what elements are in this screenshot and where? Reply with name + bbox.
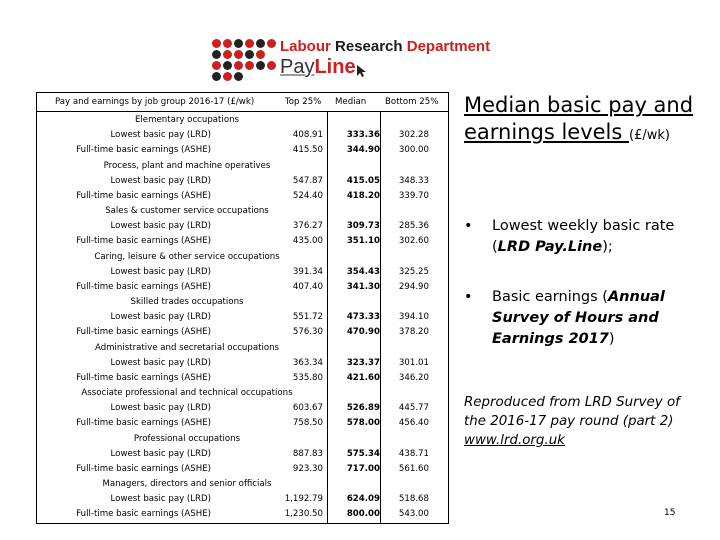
table-header [36, 92, 449, 112]
cell-top: 576.30 [292, 327, 323, 337]
cell-top: 758.50 [292, 418, 323, 428]
cell-median: 717.00 [346, 463, 380, 474]
cell-top: 603.67 [292, 403, 323, 413]
table-row [37, 282, 450, 296]
cell-top: 376.27 [292, 221, 323, 231]
cell-bottom: 325.25 [398, 266, 429, 277]
cell-top: 391.34 [292, 266, 323, 277]
cell-bottom: 378.20 [398, 327, 429, 337]
cell-bottom: 301.01 [398, 357, 429, 368]
group-title: Sales & customer service occupations [105, 206, 269, 216]
cell-median: 624.09 [346, 494, 380, 504]
group-title: Elementary occupations [134, 115, 239, 125]
heading-unit: (£/wk) [629, 128, 670, 143]
bullet-ashe: • Basic earnings (Annual Survey of Hours and Earnings 2017) [464, 289, 665, 347]
cell-bottom: 518.68 [398, 494, 429, 504]
cell-label: Lowest basic pay (LRD) [110, 403, 211, 413]
group-title: Managers, directors and senior officials [102, 479, 272, 489]
cell-top: 547.87 [292, 175, 323, 186]
cell-label: Full-time basic earnings (ASHE) [76, 145, 211, 155]
cell-bottom: 438.71 [398, 448, 429, 459]
cell-median: 470.90 [346, 327, 380, 337]
cell-median: 578.00 [346, 418, 380, 428]
cell-label: Full-time basic earnings (ASHE) [76, 463, 211, 474]
cell-top: 887.83 [292, 448, 323, 459]
logo-dots-icon [212, 39, 276, 79]
logo-payline: PayLine [280, 56, 356, 78]
header-label: Pay and earnings by job group 2016-17 (£/wk) [55, 97, 255, 107]
cell-bottom: 445.77 [398, 403, 429, 413]
cell-bottom: 302.28 [398, 130, 429, 140]
cell-median: 333.36 [346, 130, 380, 140]
table-row [37, 509, 450, 523]
table-row [37, 176, 450, 190]
logo-title: Labour Research Department [280, 38, 491, 55]
cell-median: 344.90 [346, 145, 380, 155]
cell-bottom: 543.00 [398, 509, 429, 519]
cell-median: 526.89 [346, 403, 380, 413]
cell-median: 575.34 [346, 448, 380, 459]
cell-top: 415.50 [292, 145, 323, 155]
cell-bottom: 346.20 [398, 372, 429, 383]
table-row [37, 145, 450, 159]
cell-bottom: 561.60 [398, 463, 429, 474]
table-row [37, 327, 450, 341]
cell-bottom: 302.60 [398, 236, 429, 246]
cell-top: 408.91 [292, 130, 323, 140]
table-row [37, 464, 450, 478]
cell-label: Full-time basic earnings (ASHE) [76, 281, 211, 292]
group-title: Associate professional and technical occupations [81, 388, 293, 398]
cell-top: 435.00 [292, 236, 323, 246]
table-row [37, 267, 450, 281]
cell-median: 323.37 [346, 357, 380, 368]
header-top: Top 25% [285, 97, 322, 107]
source-note: Reproduced from LRD Survey of the 2016-17 pay round (part 2) www.lrd.org.uk [464, 395, 680, 448]
cell-median: 418.20 [346, 190, 380, 201]
cell-label: Full-time basic earnings (ASHE) [76, 372, 211, 383]
pay-table [36, 92, 449, 524]
cell-top: 923.30 [292, 463, 323, 474]
cell-bottom: 294.90 [398, 281, 429, 292]
cell-top: 551.72 [292, 312, 323, 322]
cell-top: 363.34 [292, 357, 323, 368]
cell-bottom: 300.00 [398, 145, 429, 155]
group-title: Process, plant and machine operatives [103, 160, 271, 171]
cell-median: 421.60 [346, 372, 380, 383]
slide-heading [464, 92, 704, 149]
header-bottom: Bottom 25% [385, 97, 439, 107]
cell-median: 341.30 [346, 281, 380, 292]
cell-label: Lowest basic pay (LRD) [110, 266, 211, 277]
table-row [37, 494, 450, 508]
table-row [37, 221, 450, 235]
cell-top: 535.80 [292, 372, 323, 383]
cell-label: Full-time basic earnings (ASHE) [76, 327, 211, 337]
cell-top: 1,230.50 [284, 509, 323, 519]
page-number: 15 [664, 508, 676, 518]
cell-label: Lowest basic pay (LRD) [110, 130, 211, 140]
cell-median: 800.00 [346, 509, 380, 519]
table-row [37, 418, 450, 432]
table-row [37, 403, 450, 417]
table-body [36, 111, 449, 524]
table-row [37, 358, 450, 372]
cell-bottom: 456.40 [398, 418, 429, 428]
lrd-website-link[interactable]: www.lrd.org.uk [464, 433, 565, 448]
cell-bottom: 339.70 [398, 190, 429, 201]
bullet-icon: • [464, 218, 473, 234]
bullet-icon: • [464, 289, 473, 305]
table-row [37, 449, 450, 463]
group-title: Caring, leisure & other service occupations [94, 251, 280, 262]
table-row [37, 236, 450, 250]
cell-label: Full-time basic earnings (ASHE) [76, 190, 211, 201]
cell-label: Lowest basic pay (LRD) [110, 312, 211, 322]
cell-median: 473.33 [346, 312, 380, 322]
bullet-lrd: • Lowest weekly basic rate (LRD Pay.Line); [464, 218, 675, 255]
cell-median: 309.73 [346, 221, 380, 231]
table-row [37, 130, 450, 144]
cell-label: Lowest basic pay (LRD) [110, 494, 211, 504]
table-row [37, 373, 450, 387]
cursor-icon [356, 64, 368, 78]
cell-top: 524.40 [292, 190, 323, 201]
cell-median: 354.43 [346, 266, 380, 277]
cell-label: Full-time basic earnings (ASHE) [76, 418, 211, 428]
cell-label: Lowest basic pay (LRD) [110, 221, 211, 231]
cell-median: 415.05 [346, 175, 380, 186]
cell-bottom: 394.10 [398, 312, 429, 322]
group-title: Skilled trades occupations [130, 297, 244, 307]
lrd-payline-logo [212, 38, 532, 82]
cell-label: Lowest basic pay (LRD) [110, 175, 211, 186]
cell-top: 407.40 [292, 281, 323, 292]
header-median: Median [335, 97, 367, 107]
cell-bottom: 285.36 [398, 221, 429, 231]
table-row [37, 191, 450, 205]
table-row [37, 312, 450, 326]
cell-median: 351.10 [346, 236, 380, 246]
cell-label: Lowest basic pay (LRD) [110, 357, 211, 368]
cell-label: Full-time basic earnings (ASHE) [76, 236, 211, 246]
cell-top: 1,192.79 [284, 494, 323, 504]
cell-label: Full-time basic earnings (ASHE) [76, 509, 211, 519]
cell-bottom: 348.33 [398, 175, 429, 186]
heading-main: Median basic pay and earnings levels [464, 93, 694, 144]
group-title: Professional occupations [133, 433, 241, 444]
group-title: Administrative and secretarial occupations [94, 342, 280, 353]
cell-label: Lowest basic pay (LRD) [110, 448, 211, 459]
